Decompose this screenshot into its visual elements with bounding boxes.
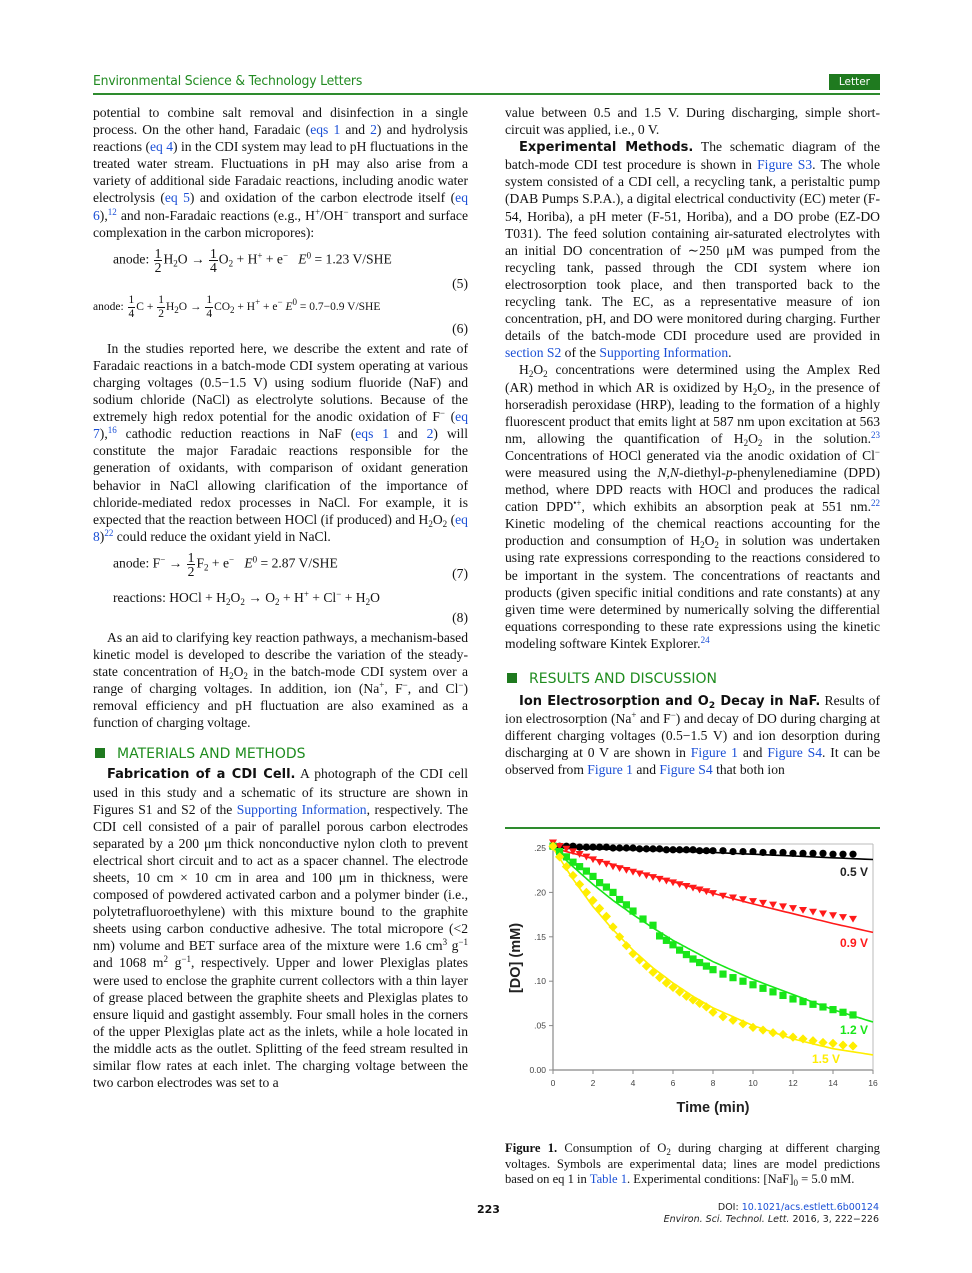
data-point xyxy=(709,847,716,854)
data-point xyxy=(623,844,630,851)
ref-23[interactable]: 23 xyxy=(871,429,880,440)
series-label: 0.9 V xyxy=(839,936,868,950)
data-point xyxy=(583,844,590,851)
data-point xyxy=(819,911,827,918)
data-point xyxy=(789,905,797,912)
data-point xyxy=(656,932,663,939)
data-point xyxy=(819,850,826,857)
data-point xyxy=(575,880,584,889)
data-point xyxy=(849,1011,856,1018)
data-point xyxy=(676,947,683,954)
equation-number: (8) xyxy=(452,609,468,625)
equation-number: (6) xyxy=(452,320,468,336)
header-rule xyxy=(93,93,880,95)
data-point xyxy=(799,907,807,914)
paragraph-voltage: value between 0.5 and 1.5 V. During discharging, simple short-circuit was applied, i.e., 0 V. xyxy=(505,105,880,138)
data-point xyxy=(669,941,676,948)
y-tick-label: .25 xyxy=(534,843,546,853)
data-point xyxy=(829,912,837,919)
link-section-s2[interactable]: section S2 xyxy=(505,345,562,361)
data-points xyxy=(548,839,857,1050)
data-point xyxy=(676,846,683,853)
data-point xyxy=(768,1028,777,1037)
section-heading-materials: MATERIALS AND METHODS xyxy=(93,743,468,765)
data-point xyxy=(719,970,726,977)
data-point xyxy=(649,922,656,929)
paragraph-h2o2: $H_2O_2$ concentrations were determined using the Amplex Red (AR) method in which AR is oxidized by $H_2O_2$, in the presence of horseradish peroxidase (HRP), leading to the formation of a highly fluorescent product that emits light at 587 nm upon excitation at 563 nm, allowing the quantification of $H_2O_2$ in the solution.$^{23}$ Concentrations of HOCl generated via the anodic oxidation of Cl− were measured using the N,N-diethyl-p-phenylenediamine (DPD) method, where DPD reacts with HOCl and produces the radical cation DPD•+, which exhibits an absorption peak at 551 nm.$^{22}$ Kinetic modeling of the chemical reactions accounting for the production and consumption of $H_2O_2$ in solution was undertaken using rate expressions corresponding to the reactions considered to be important in the system. The concentrations of reactants and products (given specific initial conditions and rate constants) at any given time were determined by numerically solving the differential equations corresponding to these rate expressions using the kinetic modeling software Kintek Explorer.$^{24}$ xyxy=(505,362,881,651)
series-label: 1.2 V xyxy=(839,1023,868,1037)
y-axis-label: [DO] (mM) xyxy=(508,922,524,994)
doi-link[interactable]: 10.1021/acs.estlett.6b00124 xyxy=(741,1202,879,1213)
data-point xyxy=(779,849,786,856)
data-point xyxy=(629,844,636,851)
data-point xyxy=(759,985,766,992)
data-point xyxy=(769,849,776,856)
data-point xyxy=(683,846,690,853)
x-tick-label: 12 xyxy=(788,1078,798,1088)
data-point xyxy=(809,1001,816,1008)
ref-12[interactable]: 12 xyxy=(107,206,117,217)
link-supporting-info-2[interactable]: Supporting Information xyxy=(599,345,729,361)
series-label: 0.5 V xyxy=(839,865,868,879)
equation-7: anode: F− → $\frac{1}{2}$ $F_2 + e^-$ $E^0 = 2.87$ V/SHE (7) xyxy=(113,549,468,581)
chart-axes xyxy=(508,843,878,1116)
data-point xyxy=(582,888,591,897)
page-number: 223 xyxy=(477,1203,500,1216)
data-point xyxy=(569,859,576,866)
data-point xyxy=(689,955,696,962)
data-point xyxy=(623,901,630,908)
paragraph-ion-electrosorption: Ion Electrosorption and $O_2$ Decay in NaF. Results of ion electrosorption (Na+ and F−) and decay of DO during charging at different charging voltages (0.5−1.5 V) and ion desorption during discharging at 0 V are shown in Figure 1 and Figure S4. It can be observed from Figure 1 and Figure S4 that both ion xyxy=(505,693,881,778)
data-point xyxy=(608,922,617,931)
series-label: 1.5 V xyxy=(811,1052,840,1066)
data-point xyxy=(635,955,644,964)
data-point xyxy=(719,847,726,854)
data-point xyxy=(629,869,637,876)
data-point xyxy=(629,907,636,914)
data-point xyxy=(779,903,787,910)
link-table-1[interactable]: Table 1 xyxy=(589,1172,627,1187)
data-point xyxy=(648,968,657,977)
data-point xyxy=(683,951,690,958)
link-figure-s4b[interactable]: Figure S4 xyxy=(659,762,713,778)
equation-number: (5) xyxy=(452,275,468,291)
figure-caption: Figure 1. Consumption of $O_2$ during charging at different charging voltages. Symbols are experimental data; lines are model predictions based on eq 1 in Table 1. Experimental conditions: $[NaF]_0 = 5.0$ mM. xyxy=(505,1141,880,1189)
paragraph-intro: potential to combine salt removal and disinfection in a single process. On the other hand, Faradaic (eqs 1 and 2) and hydrolysis reactions (eq 4) in the CDI system may lead to pH fluctuations in the treated water stream. Fluctuations in pH may also arise from a variety of additional side Faradaic reactions, including anodic water electrolysis (eq 5) and oxidation of the carbon electrode itself (eq 6),$^{12}$ and non-Faradaic reactions (e.g., H+/OH− transport and surface complexation in the carbon micropores): xyxy=(93,105,468,240)
running-header xyxy=(93,72,880,92)
x-tick-label: 14 xyxy=(828,1078,838,1088)
right-column xyxy=(505,104,880,778)
data-point xyxy=(703,847,710,854)
data-point xyxy=(622,867,630,874)
x-tick-label: 8 xyxy=(710,1078,716,1088)
paragraph-experimental: Experimental Methods. The schematic diagram of the batch-mode CDI test procedure is shown in Figure S3. The whole system consisted of a CDI cell, a recycling tank, a peristaltic pump (DAB Pumps S.P.A.), a digital electrical conductivity (EC) meter (F-54, Horiba), a pH meter (F-51, Horiba), and a DO probe (EZ-DO T031). The feed solution containing air-saturated electrolytes with an initial DO concentration of ∼250 μM was pumped from the recycling tank, passed through the CDI system where ion electrosorption took place, and then transported back to the recycling tank. The EC, as a representative measure of ion concentration, pH, and DO were monitored during charging. Further details of the batch-mode CDI procedure used are provided in section S2 of the Supporting Information. xyxy=(505,139,881,361)
data-point xyxy=(628,949,637,958)
data-point xyxy=(589,873,596,880)
runin-heading: Ion Electrosorption and $O_2$ Decay in NaF. xyxy=(519,694,821,711)
data-point xyxy=(609,889,616,896)
data-point xyxy=(809,850,816,857)
data-point xyxy=(589,844,596,851)
data-point xyxy=(583,867,590,874)
link-figure-1[interactable]: Figure 1 xyxy=(690,745,738,761)
equation-6: anode: $\frac{1}{4}$ C + $\frac{1}{2}$ $H_2O$ → $\frac{1}{4}$ $CO_2 + H^+ + e^-$ $E^0 = 0.7-0.9$ V/SHE (6) xyxy=(93,293,468,336)
data-point xyxy=(609,863,617,870)
data-point xyxy=(603,844,610,851)
data-point xyxy=(829,1006,836,1013)
link-figure-s4[interactable]: Figure S4 xyxy=(767,745,823,761)
data-point xyxy=(819,1003,826,1010)
section-heading-results: RESULTS AND DISCUSSION xyxy=(505,668,880,690)
ref-22[interactable]: 22 xyxy=(104,527,114,538)
data-point xyxy=(596,844,603,851)
runin-heading: Fabrication of a CDI Cell. xyxy=(107,767,296,783)
link-eq8[interactable]: eq 8 xyxy=(93,511,468,544)
link-eq1[interactable]: eqs 1 xyxy=(310,122,341,138)
x-tick-label: 2 xyxy=(590,1078,596,1088)
model-line-12V xyxy=(553,848,873,1022)
data-point xyxy=(669,846,676,853)
equation-8: reactions: HOCl + $H_2O_2 \to O_2 + H^+ + Cl^- + H_2O$ (8) xyxy=(113,588,468,625)
data-point xyxy=(848,1041,857,1050)
data-point xyxy=(616,865,624,872)
left-column xyxy=(93,104,468,1091)
data-point xyxy=(616,844,623,851)
data-point xyxy=(728,1016,737,1025)
x-tick-label: 10 xyxy=(748,1078,758,1088)
data-point xyxy=(603,883,610,890)
data-point xyxy=(769,988,776,995)
data-point xyxy=(729,848,736,855)
data-point xyxy=(596,859,604,866)
y-tick-label: .05 xyxy=(534,1020,546,1031)
paragraph-studies: In the studies reported here, we describe the extent and rate of Faradaic reactions in a batch-mode CDI system operating at various charging voltages (0.5−1.5 V) using sodium fluoride (NaF) and sodium chloride (NaCl) as electrolyte solutions. Because of the extremely high redox potential for the anodic oxidation of F− (eq 7),$^{16}$ cathodic reduction reactions in NaF (eqs 1 and 2) will constitute the major Faradaic reactions responsible for the generation of oxidants, with comparison of oxidant generation behavior in NaCl allowing clarification of the importance of chloride-mediated redox processes in NaCl. For example, it is expected that the reaction between HOCl (if produced) and $H_2O_2$ (eq 8)$^{22}$ could reduce the oxidant yield in NaCl. xyxy=(93,340,468,544)
data-point xyxy=(839,851,846,858)
equation-number: (7) xyxy=(452,565,468,581)
data-point xyxy=(642,872,650,879)
data-point xyxy=(663,937,670,944)
link-eq7[interactable]: eq 7 xyxy=(93,409,468,442)
x-tick-label: 6 xyxy=(670,1078,676,1088)
section-square-icon xyxy=(95,748,105,758)
data-point xyxy=(696,847,703,854)
data-point xyxy=(663,846,670,853)
y-tick-label: .15 xyxy=(534,931,546,942)
article-type-badge: Letter xyxy=(829,74,880,90)
data-point xyxy=(696,959,703,966)
link-eq4[interactable]: eq 4 xyxy=(150,139,174,155)
data-point xyxy=(829,851,836,858)
journal-title: Environmental Science & Technology Letters xyxy=(93,73,363,89)
series-labels xyxy=(812,865,868,1066)
data-point xyxy=(636,845,643,852)
data-point xyxy=(778,1030,787,1039)
data-point xyxy=(576,844,583,851)
data-point xyxy=(849,851,856,858)
x-tick-label: 16 xyxy=(868,1078,878,1088)
data-point xyxy=(849,916,857,923)
data-point xyxy=(799,998,806,1005)
ref-24[interactable]: 24 xyxy=(700,634,710,645)
data-point xyxy=(622,941,631,950)
data-point xyxy=(616,896,623,903)
y-tick-label: .20 xyxy=(534,887,546,898)
data-point xyxy=(643,845,650,852)
x-axis-label: Time (min) xyxy=(676,1100,750,1116)
citation-footer: DOI: 10.1021/acs.estlett.6b00124 Environ. Sci. Technol. Lett. 2016, 3, 222−226 xyxy=(663,1202,879,1225)
data-point xyxy=(639,915,646,922)
link-supporting-info[interactable]: Supporting Information xyxy=(236,801,367,817)
ref-16[interactable]: 16 xyxy=(107,425,117,436)
data-point xyxy=(758,1025,767,1034)
runin-heading: Experimental Methods. xyxy=(519,140,694,156)
ref-22b[interactable]: 22 xyxy=(871,498,880,509)
data-point xyxy=(576,863,583,870)
data-point xyxy=(809,909,817,916)
data-point xyxy=(759,849,766,856)
data-point xyxy=(709,966,716,973)
data-point xyxy=(839,1009,846,1016)
paragraph-fabrication: Fabrication of a CDI Cell. A photograph of the CDI cell used in this study and a schematic of its structure are shown in Figures S1 and S2 of the Supporting Information, respectively. The CDI cell consisted of a pair of parallel porous carbon electrodes separated by a 200 μm thick nonconductive nylon cloth to prevent electrical short circuit and to act as a spacer channel. The electrode sheets, 10 cm × 10 cm in area and 100 μm in thickness, were composed of powdered activated carbon and a polymer binder (i.e., polytetrafluoroethylene) with this mixture bound to the graphite sheets using carbon conductive adhesive. The total micropore (<2 nm) volume and BET surface area of the mixture were 1.6 $cm^3$ $g^{-1}$ and 1068 $m^2$ $g^{-1}$, respectively. Upper and lower Plexiglas plates were used to enclose the graphite current collectors with a thin layer of grease placed between the graphite sheets and Plexiglas plates to ensure liquid and gastight assembly. Four small holes in the corners of the upper Plexiglas plate act as the inlets, while a hole located in the middle acts as the outlet. Splitting of the feed stream resulted in similar flow rates at each inlet. The charging voltage between the two carbon electrodes was set to a xyxy=(93,766,468,1091)
data-point xyxy=(838,1041,847,1050)
y-tick-label: 0.00 xyxy=(529,1065,546,1075)
link-eqs1[interactable]: eqs 1 xyxy=(355,426,390,442)
data-point xyxy=(789,850,796,857)
do-decay-chart xyxy=(505,836,880,1126)
data-point xyxy=(749,981,756,988)
paragraph-aid: As an aid to clarifying key reaction pathways, a mechanism-based kinetic model is developed to describe the variation of the steady-state concentration of $H_2O_2$ in the batch-mode CDI system over a range of charging voltages. In addition, ion (Na+, F−, and Cl−) removal efficiency and pH fluctuation are also examined as a function of charging voltage. xyxy=(93,629,468,731)
data-point xyxy=(839,914,847,921)
link-eq2b[interactable]: 2 xyxy=(426,426,434,442)
data-point xyxy=(749,848,756,855)
data-point xyxy=(703,963,710,970)
data-point xyxy=(739,848,746,855)
figure-1 xyxy=(505,836,880,1126)
link-eq6[interactable]: eq 6 xyxy=(93,190,468,223)
data-point xyxy=(609,844,616,851)
data-point xyxy=(779,992,786,999)
data-point xyxy=(689,846,696,853)
link-eq5[interactable]: eq 5 xyxy=(164,190,190,206)
data-point xyxy=(649,845,656,852)
data-point xyxy=(596,879,603,886)
data-point xyxy=(789,995,796,1002)
y-tick-label: .10 xyxy=(534,976,546,987)
data-point xyxy=(739,978,746,985)
data-point xyxy=(799,850,806,857)
link-figure-s3[interactable]: Figure S3 xyxy=(757,157,813,173)
data-point xyxy=(588,896,597,905)
link-figure-1b[interactable]: Figure 1 xyxy=(587,762,633,778)
data-point xyxy=(568,871,577,880)
data-point xyxy=(636,871,644,878)
link-eq2[interactable]: 2 xyxy=(370,122,377,138)
x-tick-label: 0 xyxy=(550,1078,556,1088)
figure-rule xyxy=(505,827,880,829)
equation-5: anode: $\frac{1}{2}$ $H_2O$ → $\frac{1}{4}$ $O_2 + H^+ + e^-$ $E^0 = 1.23$ V/SHE (5) xyxy=(113,245,468,291)
data-point xyxy=(729,974,736,981)
data-point xyxy=(642,962,651,971)
data-point xyxy=(656,845,663,852)
section-square-icon xyxy=(507,673,517,683)
data-point xyxy=(828,1039,837,1048)
x-tick-label: 4 xyxy=(630,1078,636,1088)
